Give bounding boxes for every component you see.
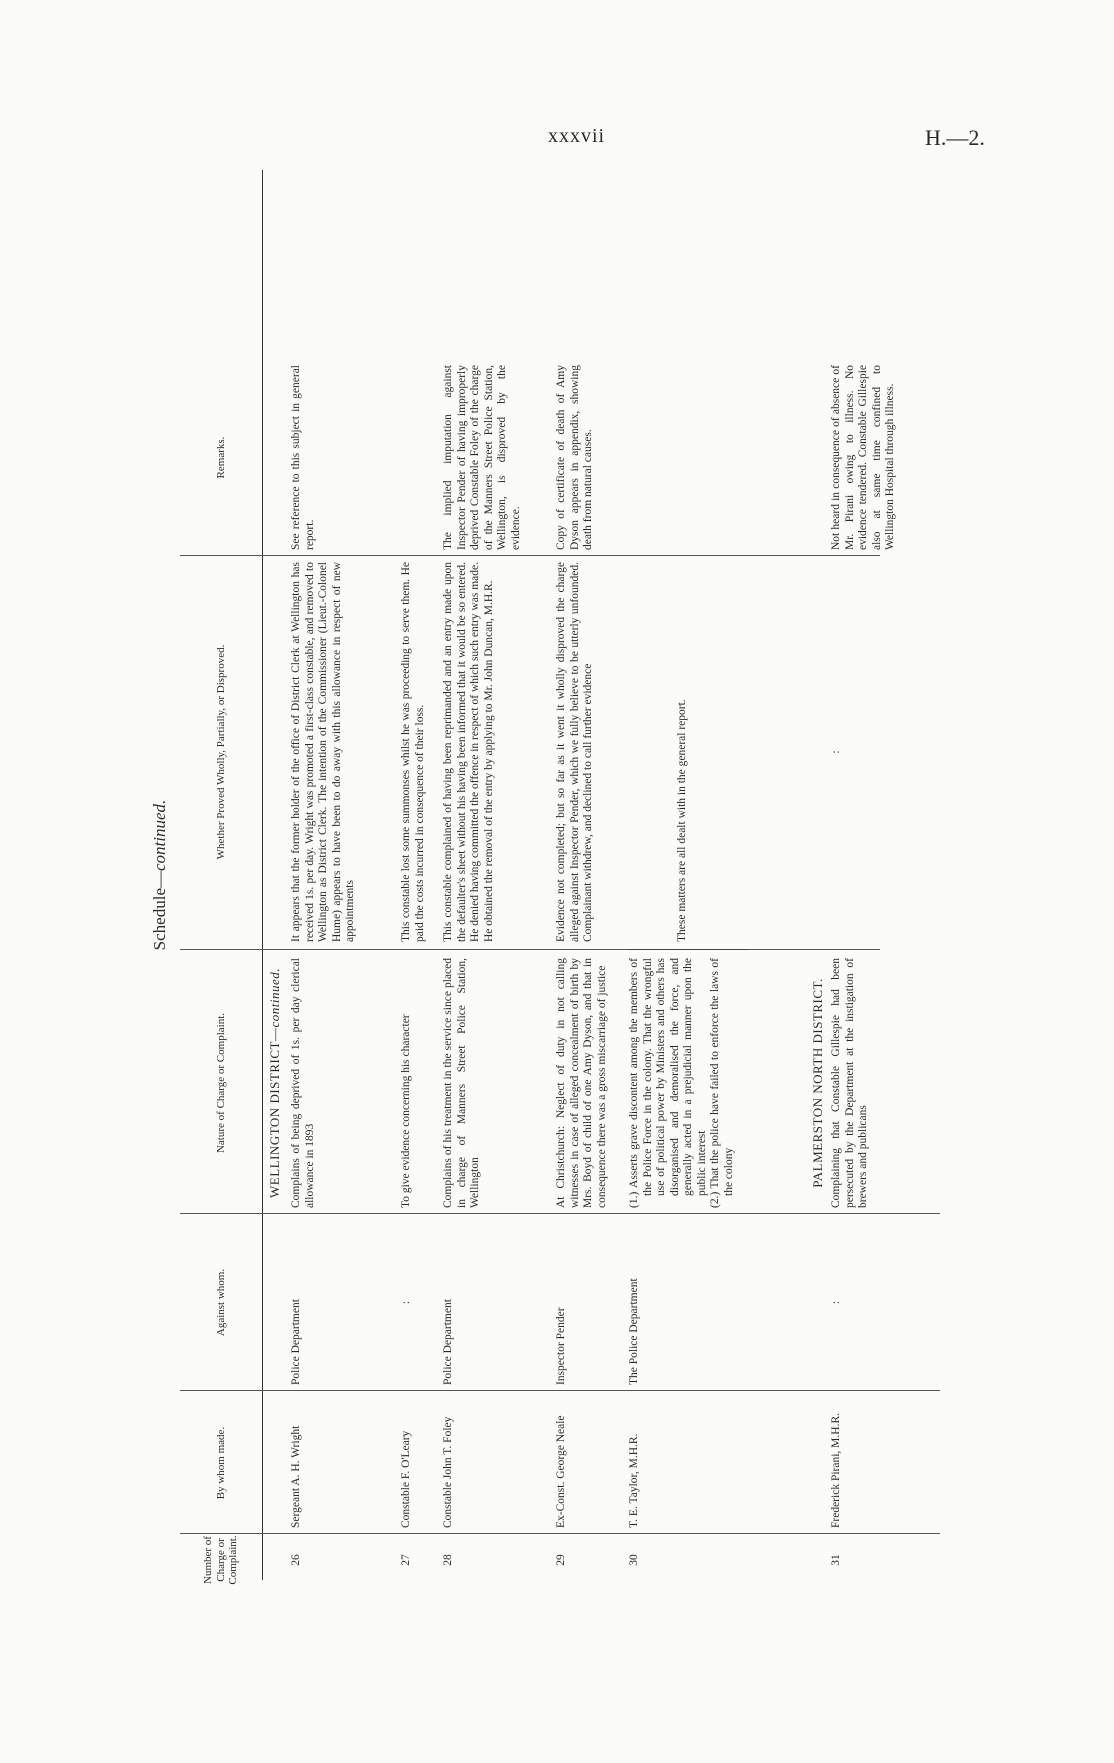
schedule-title-main: Schedule— bbox=[150, 870, 169, 951]
column-header-against-whom: Against whom. bbox=[214, 1268, 227, 1337]
row-number: 27 bbox=[400, 1554, 412, 1566]
row-by-whom: T. E. Taylor, M.H.R. bbox=[628, 1433, 640, 1528]
row-by-whom: Constable John T. Foley bbox=[442, 1416, 454, 1528]
row-remarks: Copy of certificate of death of Amy Dyson appears in appendix, showing death from natural causes. bbox=[555, 365, 595, 550]
column-divider bbox=[180, 1390, 940, 1391]
row-proved: It appears that the former holder of the office of District Clerk at Wellington has received 1s. per day. Wright was promoted a first-class constable, and removed to Wellington as District Clerk. The intention of the Commissioner (Lieut.-Colonel Hume) appears to have been to do away with this allowance in respect of new appointments bbox=[290, 562, 357, 942]
row-proved: These matters are all dealt with in the general report. bbox=[676, 699, 688, 942]
nature-item-1: (1.) Asserts grave discontent among the members of the Police Force in the colony. That the wrongful use of political power by Ministers and others has disorganised and demoralised the force, and generally acted in a prejudicial manner upon the public interest bbox=[628, 958, 708, 1208]
header-divider bbox=[262, 170, 263, 1580]
row-proved: : bbox=[830, 750, 842, 754]
nature-item-2: (2.) That the police have failed to enforce the laws of the colony bbox=[709, 958, 735, 1208]
row-proved: This constable complained of having been reprimanded and an entry made upon the defaulter's sheet without his having been informed that it would be so entered. He denied having committed the offence in respect of which such entry was made. He obtained the removal of the entry by applying to Mr. John Duncan, M.H.R. bbox=[442, 562, 495, 942]
row-remarks: The implied imputation against Inspector Pender of having improperly deprived Constable Foley of the charge of the Manners Street Police Station, Wellington, is disproved by the evidence. bbox=[442, 365, 522, 550]
row-number: 31 bbox=[830, 1554, 842, 1566]
document-reference: H.—2. bbox=[925, 125, 985, 150]
row-proved: Evidence not completed; but so far as it went it wholly disproved the charge alleged against Inspector Pender, which we fully believe to be utterly unfounded. Complainant withdrew, and declined to call further evidence bbox=[555, 562, 595, 942]
row-against-whom: Police Department bbox=[442, 1299, 454, 1385]
district-heading-palmerston: PALMERSTON NORTH DISTRICT. bbox=[810, 978, 825, 1188]
row-number: 30 bbox=[628, 1554, 640, 1566]
schedule-title-continued: continued. bbox=[150, 799, 169, 871]
district-heading-wellington bbox=[267, 958, 283, 1208]
row-nature: At Christchurch: Neglect of duty in not calling witnesses in case of alleged concealment of birth by Mrs. Boyd of child of one Amy Dyson, and that in consequence there was a gross miscarriage of justice bbox=[555, 958, 608, 1208]
row-nature: Complains of being deprived of 1s. per day clerical allowance in 1893 bbox=[290, 958, 316, 1208]
row-number: 29 bbox=[555, 1554, 567, 1566]
row-remarks: See reference to this subject in general report. bbox=[290, 365, 316, 550]
column-divider bbox=[180, 949, 880, 950]
column-header-remarks: Remarks. bbox=[214, 436, 227, 479]
row-nature: Complains of his treatment in the service since placed in charge of Manners Street Police Station, Wellington bbox=[442, 958, 482, 1208]
column-header-proved: Whether Proved Wholly, Partially, or Disproved. bbox=[214, 644, 227, 860]
district-heading-wellington-continued: continued. bbox=[267, 968, 282, 1028]
row-number: 26 bbox=[290, 1554, 302, 1566]
row-against-whom: : bbox=[830, 1300, 842, 1305]
schedule-table bbox=[150, 170, 1000, 1585]
column-header-by-whom: By whom made. bbox=[214, 1426, 227, 1500]
page-number: xxxvii bbox=[548, 125, 606, 147]
row-number: 28 bbox=[442, 1554, 454, 1566]
column-divider bbox=[180, 1533, 940, 1534]
row-against-whom: : bbox=[400, 1300, 412, 1305]
column-header-number: Number of Charge or Complaint. bbox=[202, 1535, 240, 1585]
row-against-whom: Inspector Pender bbox=[555, 1307, 567, 1385]
row-nature: To give evidence concerning his character bbox=[400, 1014, 412, 1208]
district-heading-wellington-main: WELLINGTON DISTRICT— bbox=[267, 1027, 282, 1198]
brace bbox=[628, 949, 748, 950]
row-against-whom: Police Department bbox=[290, 1299, 302, 1385]
row-proved: This constable lost some summonses whilst he was proceeding to serve them. He paid the costs incurred in consequence of their loss. bbox=[400, 562, 426, 942]
row-by-whom: Sergeant A. H. Wright bbox=[290, 1425, 302, 1528]
column-header-nature: Nature of Charge or Complaint. bbox=[214, 1013, 227, 1154]
row-remarks: Not heard in consequence of absence of Mr. Pirani owing to illness. No evidence tendered. Constable Gillespie also at same time confined to Wellington Hospital through illness. bbox=[830, 365, 897, 550]
row-nature bbox=[628, 958, 737, 1208]
row-against-whom: The Police Department bbox=[628, 1278, 640, 1385]
row-by-whom: Constable F. O'Leary bbox=[400, 1430, 412, 1528]
schedule-title bbox=[150, 170, 170, 1580]
row-nature: Complaining that Constable Gillespie had been persecuted by the Department at the instigation of brewers and publicans bbox=[830, 958, 870, 1208]
row-by-whom: Frederick Pirani, M.H.R. bbox=[830, 1413, 842, 1528]
row-by-whom: Ex-Const. George Neale bbox=[555, 1415, 567, 1528]
column-divider bbox=[180, 1213, 940, 1214]
column-divider bbox=[180, 555, 880, 556]
